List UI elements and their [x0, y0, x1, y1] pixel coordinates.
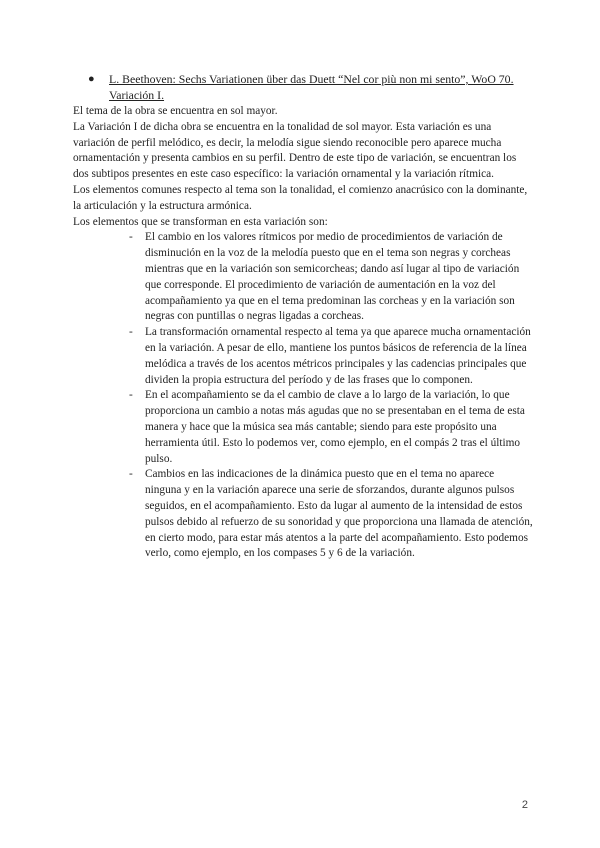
list-item-text: El cambio en los valores rítmicos por medio de procedimientos de variación de disminución en la voz de la melodía puesto que en el tema son negras y corcheas mientras que en la variación son semicorcheas; dando así lugar al tipo de variación que corresponde. El procedimiento de variación de aumentación en la voz del acompañamiento ya que en el tema predominan las corcheas y en la variación son negras con puntillas o negras ligadas a corcheas. — [145, 231, 520, 323]
heading-title: L. Beethoven: Sechs Variationen über das Duett “Nel cor più non mi sento”, WoO 70. Variación I. — [109, 72, 514, 102]
list-item — [73, 230, 533, 325]
paragraph-description: La Variación I de dicha obra se encuentra en la tonalidad de sol mayor. Esta variación es una variación de perfil melódico, es decir, la melodía sigue siendo reconocible pero aparece mucha ornamentación y presenta cambios en su perfil. Dentro de este tipo de variación, se encuentran los dos subtipos presentes en este caso específico: la variación ornamental y la variación rítmica. — [73, 120, 517, 181]
bullet-icon: ● — [88, 73, 95, 85]
list-item-text: En el acompañamiento se da el cambio de clave a lo largo de la variación, lo que proporciona un cambio a notas más agudas que no se presentaban en el tema de esta manera y hace que la música sea más cantable; siendo para este propósito una herramienta útil. Esto lo podemos ver, como ejemplo, en el compás 2 tras el último pulso. — [145, 389, 525, 465]
page-number: 2 — [521, 799, 528, 811]
transformations-list — [73, 230, 533, 562]
dash-marker: - — [129, 231, 133, 244]
body-text — [73, 104, 533, 562]
dash-marker: - — [129, 389, 133, 402]
list-item — [73, 325, 533, 388]
list-item — [73, 388, 533, 467]
list-item-text: La transformación ornamental respecto al tema ya que aparece mucha ornamentación en la variación. A pesar de ello, mantiene los puntos básicos de referencia de la línea melódica a través de los acentos métricos principales y las cadencias principales que dividen la propia estructura del período y de las frases que lo componen. — [145, 326, 531, 386]
dash-marker: - — [129, 326, 133, 339]
dash-marker: - — [129, 468, 133, 481]
paragraph-list-intro: Los elementos que se transforman en esta variación son: — [73, 215, 328, 228]
paragraph-key: El tema de la obra se encuentra en sol mayor. — [73, 105, 278, 117]
paragraph-common-elements: Los elementos comunes respecto al tema son la tonalidad, el comienzo anacrúsico con la dominante, la articulación y la estructura armónica. — [73, 183, 528, 212]
list-item — [73, 467, 533, 562]
list-item-text: Cambios en las indicaciones de la dinámica puesto que en el tema no aparece ninguna y en la variación aparece una serie de sforzandos, durante algunos pulsos seguidos, en el acompañamiento. Esto da lugar al aumento de la intensidad de estos pulsos debido al refuerzo de su sonoridad y que proporciona una llamada de atención, en cierto modo, para estar más atentos a la parte del acompañamiento. Esto podemos verlo, como ejemplo, en los compases 5 y 6 de la variación. — [145, 468, 533, 560]
